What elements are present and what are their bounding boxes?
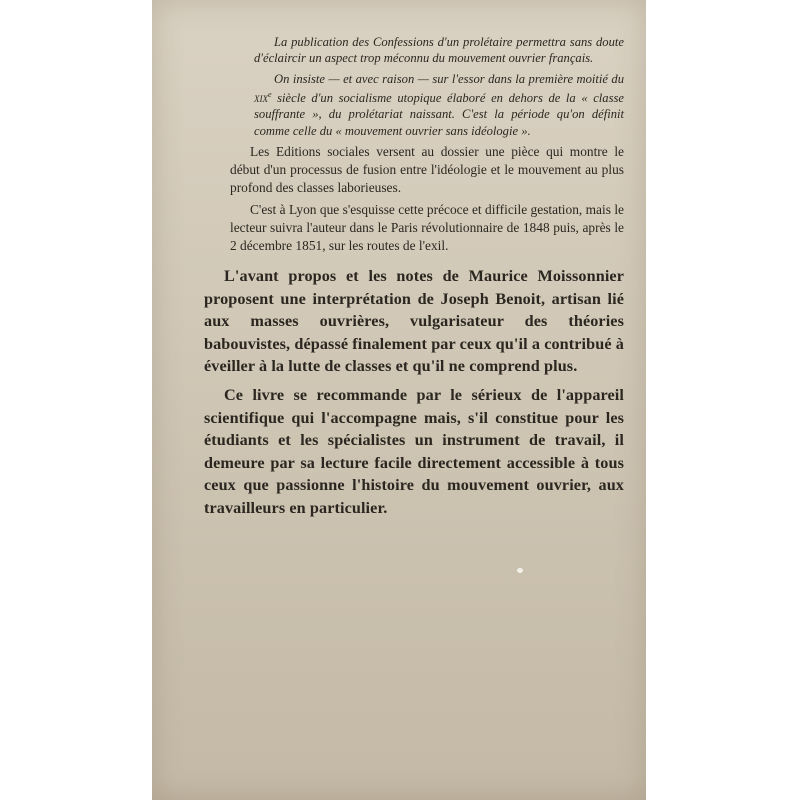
book-title-ref: Confessions d'un prolétaire [372, 35, 513, 49]
paragraph-context [254, 71, 624, 139]
book-back-cover [152, 0, 646, 800]
paragraph-intro-text-b: permettra sans doute d'éclaircir un aspect trop méconnu du mouvement ouvrier français. [254, 35, 624, 66]
century-superscript: e [268, 89, 272, 99]
paragraph-foreword: L'avant propos et les notes de Maurice Moissonnier proposent une interprétation de Joseph Benoit, artisan lié aux masses ouvrières, vulgarisateur des théories babouvistes, dépassé finalement par ceux qu'il a contribué à éveiller à la lutte de classes et qu'il ne comprend plus. [204, 266, 624, 376]
blurb-text [204, 34, 624, 524]
paragraph-lyon: C'est à Lyon que s'esquisse cette précoce et difficile gestation, mais le lecteur suivra l'auteur dans le Paris révolutionnaire de 1848 puis, après le 2 décembre 1851, sur les routes de l'exil. [230, 201, 624, 253]
paragraph-intro [254, 34, 624, 67]
paragraph-publisher: Les Editions sociales versent au dossier une pièce qui montre le début d'un processus de fusion entre l'idéologie et le mouvement au plus profond des classes laborieuses. [230, 143, 624, 195]
paragraph-context-text-a: On insiste — et avec raison — sur l'essor dans la première moitié du [274, 71, 624, 86]
paper-fleck [517, 568, 523, 573]
paragraph-recommendation: Ce livre se recommande par le sérieux de l'appareil scientifique qui l'accompagne mais, s'il constitue pour les étudiants et les spécialistes un instrument de travail, il demeure par sa lecture facile directement accessible à tous ceux que passionne l'histoire du mouvement ouvrier, aux travailleurs en particulier. [204, 385, 624, 517]
century-numeral: xix [254, 91, 268, 106]
paragraph-context-text-b: siècle d'un socialisme utopique élaboré en dehors de la « classe souffrante », du prolétariat naissant. C'est la période qu'on définit comme celle du « mouvement ouvrier sans idéologie ». [254, 91, 624, 138]
paragraph-intro-text-a: La publication des [274, 35, 373, 49]
